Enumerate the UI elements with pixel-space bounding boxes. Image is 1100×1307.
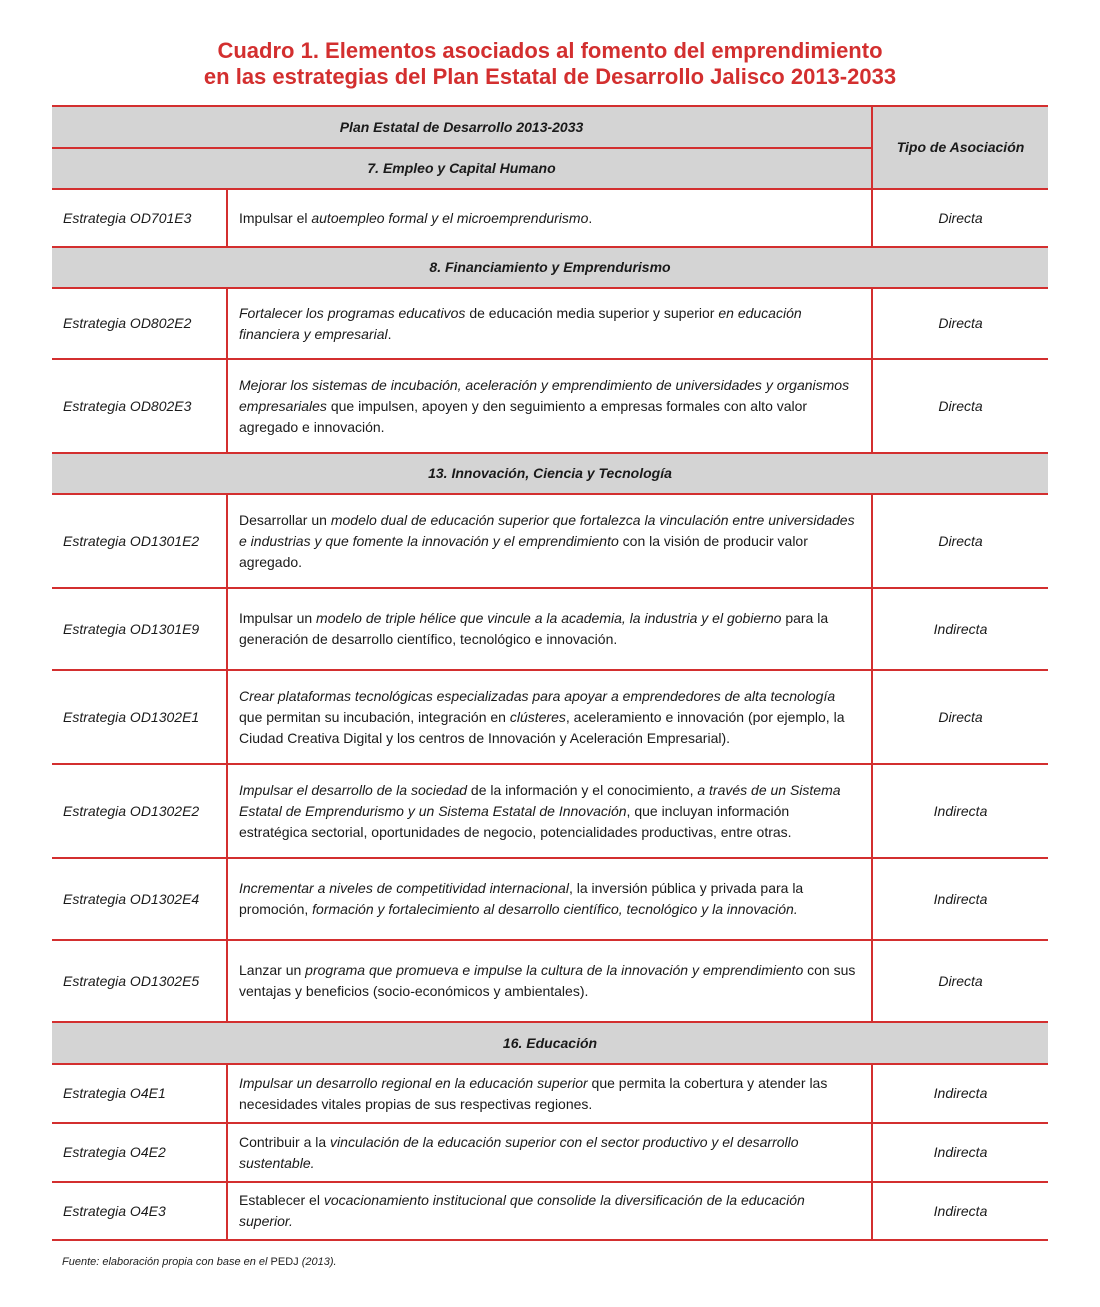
strategy-description — [227, 670, 872, 764]
emphasis-text: Impulsar el desarrollo de la sociedad — [239, 781, 468, 798]
strategy-code: Estrategia OD1302E4 — [52, 858, 227, 940]
header-tipo: Tipo de Asociación — [872, 106, 1048, 189]
plain-text: que impulsen, apoyen y den seguimiento a empresas formales con alto valor agregado e innovación. — [239, 397, 808, 435]
plain-text: con sus ventajas y beneficios (socio-económicos y ambientales). — [239, 962, 856, 999]
section-header: 13. Innovación, Ciencia y Tecnología — [52, 453, 1048, 494]
strategies-table — [52, 105, 1048, 1241]
table-row — [52, 288, 1048, 359]
table-row — [52, 670, 1048, 764]
plain-text: que permita la cobertura y atender las necesidades vitales propias de sus respectivas regiones. — [239, 1074, 828, 1112]
emphasis-text: Fortalecer los programas educativos — [239, 304, 466, 321]
table-row — [52, 940, 1048, 1022]
table-row — [52, 189, 1048, 247]
plain-text: . — [387, 325, 392, 342]
strategy-code: Estrategia OD1302E2 — [52, 764, 227, 858]
strategy-code: Estrategia OD701E3 — [52, 189, 227, 247]
strategy-description — [227, 288, 872, 359]
strategy-code: Estrategia OD1302E1 — [52, 670, 227, 764]
strategy-description — [227, 1123, 872, 1182]
plain-text: para la generación de desarrollo científico, tecnológico e innovación. — [239, 610, 829, 647]
plain-text: , que incluyan información estratégica sectorial, oportunidades de negocio, potencialidades productivas, entre otras. — [239, 802, 792, 840]
table-row — [52, 494, 1048, 588]
plain-text: que permitan su incubación, integración en — [239, 708, 510, 725]
plain-text: Impulsar un — [239, 610, 317, 626]
association-type: Indirecta — [872, 858, 1048, 940]
plain-text: . — [588, 209, 593, 226]
title-line-2: en las estrategias del Plan Estatal de Desarrollo Jalisco 2013-2033 — [203, 64, 897, 89]
association-type: Directa — [872, 189, 1048, 247]
association-type: Directa — [872, 288, 1048, 359]
plain-text: , la inversión pública y privada para la promoción, — [239, 880, 804, 917]
association-type: Directa — [872, 494, 1048, 588]
association-type: Directa — [872, 359, 1048, 453]
emphasis-text: en educación financiera y empresarial — [239, 304, 802, 342]
section-header: 8. Financiamiento y Emprendurismo — [52, 247, 1048, 288]
section-header: 16. Educación — [52, 1022, 1048, 1064]
strategy-description — [227, 494, 872, 588]
strategy-code: Estrategia O4E2 — [52, 1123, 227, 1182]
strategy-description — [227, 189, 872, 247]
association-type: Indirecta — [872, 1123, 1048, 1182]
emphasis-text: a través de un Sistema Estatal de Emprendurismo y un Sistema Estatal de Innovación — [239, 781, 841, 819]
strategy-code: Estrategia OD1301E9 — [52, 588, 227, 670]
source-abbr: PEDJ — [270, 1256, 299, 1268]
table-row — [52, 1123, 1048, 1182]
association-type: Indirecta — [872, 764, 1048, 858]
table-row — [52, 588, 1048, 670]
emphasis-text: vinculación de la educación superior con el sector productivo y el desarrollo sustentable. — [239, 1133, 799, 1171]
emphasis-text: Impulsar un desarrollo regional en la educación superior — [239, 1074, 588, 1091]
strategy-description — [227, 764, 872, 858]
emphasis-text: programa que promueva e impulse la cultura de la innovación y emprendimiento — [305, 962, 804, 978]
strategy-description — [227, 858, 872, 940]
plain-text: de educación media superior y superior — [465, 304, 719, 321]
strategy-code: Estrategia OD802E2 — [52, 288, 227, 359]
association-type: Indirecta — [872, 588, 1048, 670]
table-row — [52, 1182, 1048, 1240]
table-row — [52, 858, 1048, 940]
plain-text: , aceleramiento e innovación (por ejemplo, la Ciudad Creativa Digital y los centros de Innovación y Aceleración Empresarial). — [239, 708, 845, 746]
emphasis-text: clústeres — [509, 708, 566, 725]
emphasis-text: Mejorar los sistemas de incubación, aceleración y emprendimiento de universidades y organismos empresariales — [239, 376, 850, 414]
association-type: Indirecta — [872, 1182, 1048, 1240]
strategy-description — [227, 1064, 872, 1123]
emphasis-text: formación y fortalecimiento al desarrollo científico, tecnológico y la innovación. — [312, 901, 798, 917]
strategy-code: Estrategia O4E3 — [52, 1182, 227, 1240]
plain-text: de la información y el conocimiento, — [467, 781, 698, 798]
source-suffix: (2013). — [298, 1256, 337, 1268]
table-row — [52, 764, 1048, 858]
strategy-description — [227, 1182, 872, 1240]
plain-text: Lanzar un — [239, 962, 306, 978]
source-note — [62, 1256, 337, 1268]
source-prefix: Fuente: elaboración propia con base en el — [62, 1256, 271, 1268]
table-row — [52, 1064, 1048, 1123]
strategy-description — [227, 588, 872, 670]
plain-text: Contribuir a la — [239, 1133, 331, 1150]
association-type: Directa — [872, 940, 1048, 1022]
association-type: Directa — [872, 670, 1048, 764]
plain-text: Desarrollar un — [239, 511, 331, 528]
emphasis-text: Crear plataformas tecnológicas especializadas para apoyar a emprendedores de alta tecnología — [239, 687, 836, 704]
emphasis-text: modelo dual de educación superior que fortalezca la vinculación entre universidades e industrias y que fomente la innovación y el emprendimiento — [239, 511, 855, 549]
plain-text: con la visión de producir valor agregado. — [239, 532, 808, 570]
section-header: 7. Empleo y Capital Humano — [52, 148, 872, 189]
emphasis-text: Incrementar a niveles de competitividad internacional — [239, 880, 569, 896]
plain-text: Impulsar el — [239, 209, 312, 226]
strategy-description — [227, 940, 872, 1022]
strategy-code: Estrategia O4E1 — [52, 1064, 227, 1123]
table-title — [0, 38, 1100, 90]
table-row — [52, 359, 1048, 453]
emphasis-text: modelo de triple hélice que vincule a la academia, la industria y el gobierno — [316, 610, 782, 626]
emphasis-text: autoempleo formal y el microemprendurismo — [311, 209, 589, 226]
strategy-code: Estrategia OD802E3 — [52, 359, 227, 453]
strategy-code: Estrategia OD1301E2 — [52, 494, 227, 588]
strategy-code: Estrategia OD1302E5 — [52, 940, 227, 1022]
association-type: Indirecta — [872, 1064, 1048, 1123]
plain-text: Establecer el — [239, 1192, 324, 1208]
title-line-1: Cuadro 1. Elementos asociados al fomento del emprendimiento — [217, 38, 883, 63]
emphasis-text: vocacionamiento institucional que consolide la diversificación de la educación superior. — [239, 1192, 805, 1229]
strategy-description — [227, 359, 872, 453]
header-plan: Plan Estatal de Desarrollo 2013-2033 — [52, 106, 872, 148]
